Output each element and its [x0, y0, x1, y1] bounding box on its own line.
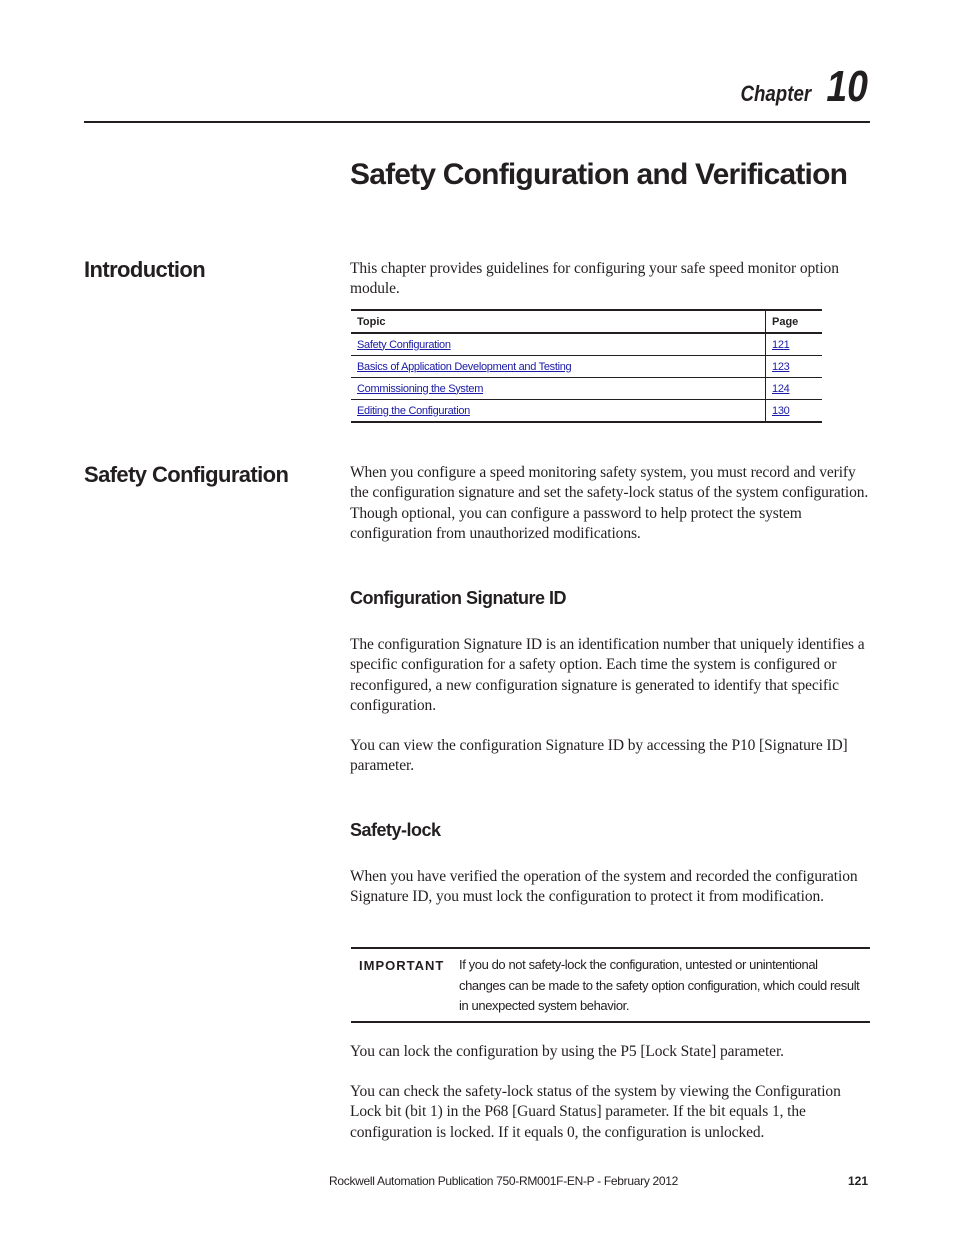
topic-column-header: Topic [351, 310, 766, 333]
safety-lock-paragraph-2: You can lock the configuration by using the P5 [Lock State] parameter. [350, 1043, 784, 1060]
important-text: If you do not safety-lock the configuration, untested or unintentional changes can be made to the safety option configuration, which could result in unexpected system behavior. [459, 957, 860, 1013]
topic-link-safety-configuration[interactable]: Safety Configuration [357, 338, 451, 351]
topic-link-editing-configuration[interactable]: Editing the Configuration [357, 404, 470, 417]
topic-table-header-row [351, 310, 822, 333]
page-link-123[interactable]: 123 [772, 360, 790, 373]
chapter-label: Chapter [740, 81, 812, 106]
page-link-124[interactable]: 124 [772, 382, 790, 395]
safety-lock-paragraph-1: When you have verified the operation of the system and recorded the configuration Signature ID, you must lock the configuration to protect it from modification. [350, 868, 858, 906]
important-notice [351, 947, 870, 1023]
chapter-heading [728, 62, 868, 112]
topic-table [351, 309, 822, 423]
signature-id-heading: Configuration Signature ID [350, 588, 566, 608]
signature-id-paragraph-2: You can view the configuration Signature ID by accessing the P10 [Signature ID] parameter. [350, 737, 848, 775]
safety-lock-heading: Safety-lock [350, 820, 441, 840]
introduction-heading: Introduction [84, 257, 206, 282]
important-label: IMPORTANT [359, 958, 445, 973]
safety-lock-paragraph-3: You can check the safety-lock status of the system by viewing the Configuration Lock bit (bit 1) in the P68 [Guard Status] parameter. If the bit equals 1, the configuration is locked. If it equals 0, the configuration is unlocked. [350, 1083, 841, 1141]
topic-link-basics-application-development[interactable]: Basics of Application Development and Testing [357, 360, 572, 373]
table-row [351, 333, 822, 356]
table-row [351, 378, 822, 400]
footer-page-number: 121 [847, 1174, 868, 1188]
topic-link-commissioning-system[interactable]: Commissioning the System [357, 382, 484, 395]
chapter-number: 10 [826, 62, 868, 111]
safety-configuration-heading: Safety Configuration [84, 462, 289, 487]
signature-id-paragraph-1: The configuration Signature ID is an identification number that uniquely identifies a specific configuration for a safety option. Each time the system is configured or reconfigured, a new configuration signature is generated to identify that specific configuration. [350, 636, 865, 714]
introduction-paragraph: This chapter provides guidelines for configuring your safe speed monitor option module. [350, 260, 839, 298]
table-row [351, 356, 822, 378]
table-row [351, 400, 822, 423]
safety-configuration-paragraph: When you configure a speed monitoring safety system, you must record and verify the configuration signature and set the safety-lock status of the system configuration. Though optional, you can configure a password to help protect the system configuration from unauthorized modifications. [350, 464, 869, 542]
page-link-121[interactable]: 121 [772, 338, 790, 351]
page-column-header: Page [766, 310, 823, 333]
page-title: Safety Configuration and Verification [350, 158, 848, 191]
page-link-130[interactable]: 130 [772, 404, 790, 417]
footer-publication: Rockwell Automation Publication 750-RM001F-EN-P - February 2012 [329, 1174, 679, 1188]
chapter-divider [84, 121, 870, 123]
